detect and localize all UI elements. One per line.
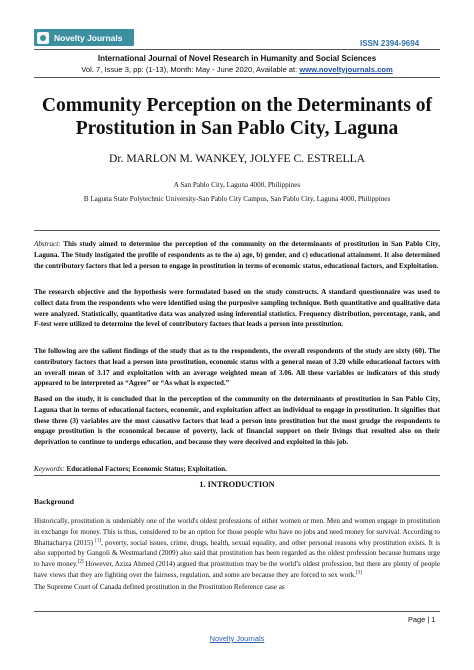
paper-title-line-2: Prostitution in San Pablo City, Laguna xyxy=(75,118,399,139)
abstract-paragraph-3: The following are the salient findings of the study that as to the respondents, the overall respondents of the study are sixty (60). The contributory factors that lead a person into prostitution, economic status with a general mean of 3.20 while educational factors with an overall mean of 3.17 and exploitation with an average weighted mean of 3.06. All these variables or indicators of this study appeared to be interpreted as “Agree” or “As what is expected.” xyxy=(34,347,440,388)
journal-volume-line xyxy=(0,65,474,74)
citation-1[interactable]: [1] xyxy=(95,538,102,544)
paper-title-line-1: Community Perception on the Determinants of xyxy=(41,95,433,116)
page-number: Page | 1 xyxy=(408,615,436,624)
abstract-label: Abstract: xyxy=(34,240,61,248)
affiliation-a: A San Pablo City, Laguna 4000, Philippines xyxy=(173,181,301,189)
keywords-line xyxy=(34,464,440,475)
journal-volume-text: Vol. 7, Issue 3, pp: (1-13), Month: May - June 2020, Available at: xyxy=(81,65,300,74)
abstract-paragraph-2: The research objective and the hypothesis were formulated based on the study constructs. A standard questionnaire was used to collect data from the respondents who were identified using the purposive sampling technique. Both quantitative and qualitative data were analyzed. Statistically, quantitative data was analyzed using inferential statistics. Frequency distribution, percentage, rank, and F-test were utilized to determine the level of contributory factors that leads a person into prostitution. xyxy=(34,288,440,329)
header-divider xyxy=(34,49,440,50)
authors: Dr. MARLON M. WANKEY, JOLYFE C. ESTRELLA xyxy=(108,152,366,165)
header-divider-2 xyxy=(34,77,440,78)
keywords-text: Educational Factors; Economic Status; Exploitation. xyxy=(64,465,227,473)
keywords-label: Keywords: xyxy=(34,465,65,473)
paper-title xyxy=(0,94,474,140)
journal-logo xyxy=(34,29,134,46)
abstract-text-1: This study aimed to determine the perception of the community on the determinants of prostitution in San Pablo City, Laguna. The Study instigated the profile of respondents as to the a) age, b) gender, and c) educational attainment. It also determined the contributory factors that led a person to engage in prostitution in terms of economic status, educational factors, and Exploitation. xyxy=(34,240,440,270)
journal-name: International Journal of Novel Research in Humanity and Social Sciences xyxy=(97,54,377,63)
intro-paragraph-1 xyxy=(34,516,440,581)
abstract-top-rule xyxy=(34,230,440,231)
logo-text: Novelty Journals xyxy=(54,32,123,43)
intro-text-1a: Historically, prostitution is undeniably one of the world's oldest professions of either women or men. Men and women engage in prostitution in exchange for money. This is thus, considered to be an option for those people who have no jobs and need money for survival. According to Bhattacharya (2015) xyxy=(34,517,440,547)
intro-text-1b: , poverty, social issues, crime, drugs, health, sexual equality, and other personal reasons why prostitution exists. It is also supported by Gangoli & Westmarland (2009) also said that prostitution has been regarded as the oldest profession because humans urge to have money. xyxy=(34,538,440,569)
journal-website-link[interactable]: www.noveltyjournals.com xyxy=(299,65,393,74)
abstract-bottom-rule xyxy=(34,475,440,476)
intro-paragraph-2: The Supreme Court of Canada defined prostitution in the Prostitution Reference case as xyxy=(34,583,285,591)
abstract-paragraph-1 xyxy=(34,239,440,271)
subheading-background: Background xyxy=(34,497,74,506)
issn: ISSN 2394-9694 xyxy=(360,39,420,48)
footer-rule xyxy=(34,611,440,612)
logo-emblem-icon xyxy=(37,32,49,44)
affiliation-b: B Laguna State Polytechnic University-San Pablo City Campus, San Pablo City, Laguna 4000, Philippines xyxy=(83,195,391,203)
citation-3[interactable]: [3] xyxy=(356,570,362,576)
citation-2[interactable]: [2] xyxy=(77,559,84,565)
abstract-paragraph-4: Based on the study, it is concluded that in the perception of the community on the determinants of prostitution in San Pablo City, Laguna that in terms of educational factors, economic, and exploitation affect an individual to engage in prostitution. It signifies that these three (3) variables are the most causative factors that lead a person into prostitution but the most grudge the respondents to engage prostitution is the economical because of poverty, lack of financial support on their livings that resulted also on their deprivation to continue to undergo education, and because they were deceived and exploited in this job. xyxy=(34,395,440,447)
intro-text-1c: However, Aziza Ahmed (2014) argued that prostitution may be the world’s oldest profession, but there are plenty of people have views that they are fighting over the fairness, regulation, and some are because they are forced to sex work. xyxy=(34,560,441,579)
footer-journal-link[interactable]: Novelty Journals xyxy=(209,634,265,643)
section-heading-introduction: 1. INTRODUCTION xyxy=(199,480,275,489)
